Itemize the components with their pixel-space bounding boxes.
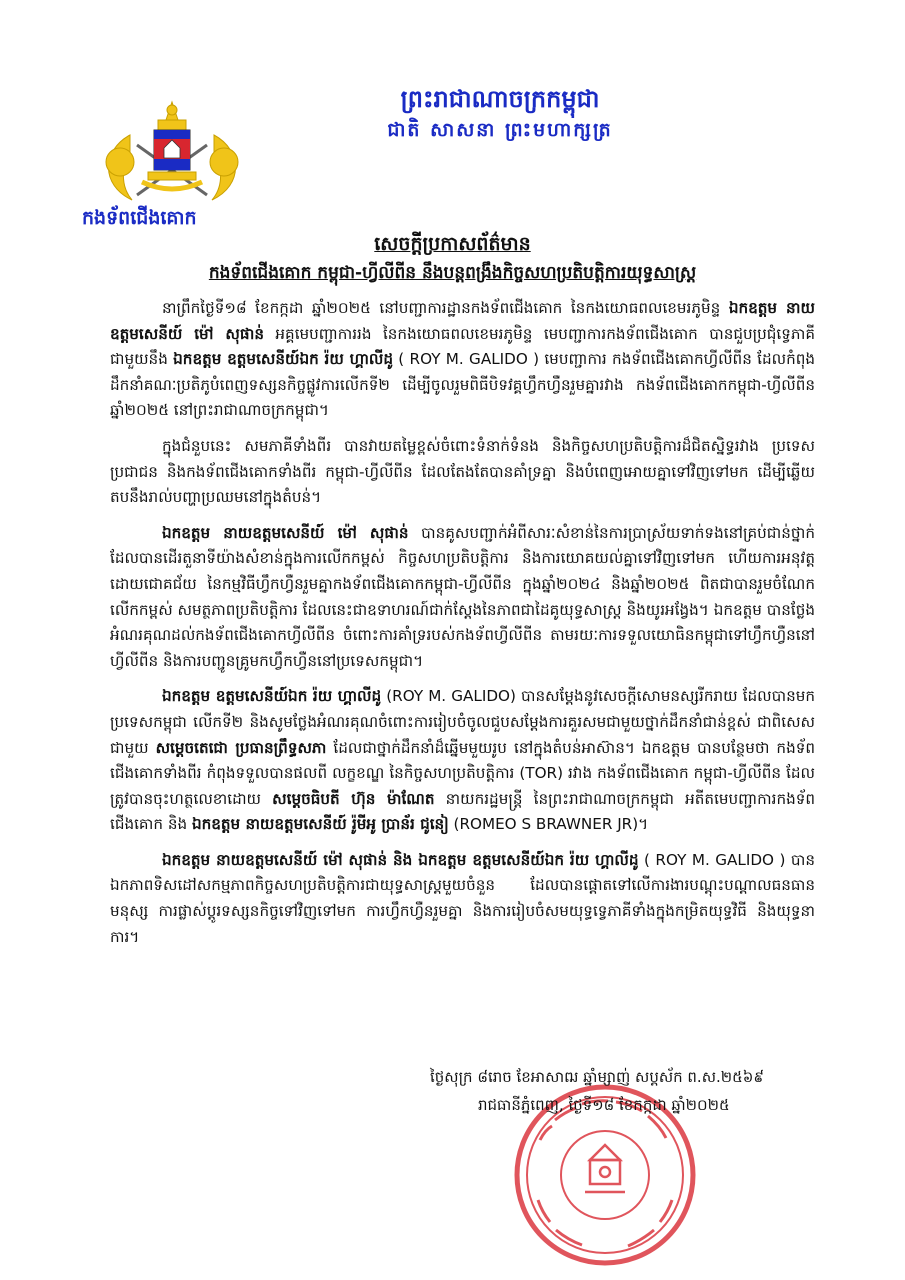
bold-name-text: សម្តេចតេជោ ប្រធានព្រឹទ្ធសភា: [155, 738, 327, 757]
army-emblem-logo: [92, 100, 252, 210]
paragraph-text: ( ROY M. GALIDO ) បានឯកភាពទិសដៅសកម្មភាពកិច្ចសហប្រតិបត្តិការជាយុទ្ធសាស្ត្រមួយចំនួន ដែលបានផ្តោតទៅលើការងារបណ្តុះបណ្តាលធនធានមនុស្ស ការផ្លាស់ប្តូរទស្សនកិច្ចទៅវិញទៅមក ការហ្វឹកហ្វឺនរួមគ្នា និងការរៀបចំសមយុទ្ធទ្វេភាគីទាំងក្នុងកម្រិតយុទ្ធវិធី និងយុទ្ធនាការ។: [110, 850, 815, 946]
body-paragraph: [110, 848, 815, 950]
bold-name-text: សម្តេចធិបតី ហ៊ុន ម៉ាណែត: [272, 789, 435, 808]
bold-name-text: ឯកឧត្តម ឧត្តមសេនីយ៍ឯក រ៉យ ហ្គាលីដូ: [173, 350, 393, 369]
paragraph-text: ដែលជាថ្នាក់ដឹកនាំដ៏ឆ្នើមមួយរូប នៅក្នុងតំបន់អាស៊ាន។ ឯកឧត្តម បានបន្ថែមថា កងទ័ពជើងគោកទាំងពីរ កំពុងទទួលបានផលពី លក្ខខណ្ឌ នៃកិច្ចសហប្រតិបត្តិការ (TOR) រវាង កងទ័ពជើងគោក កម្ពុជា-ហ្វីលីពីន ដែលត្រូវបានចុះហត្ថលេខាដោយ: [110, 738, 815, 808]
paragraph-text: (ROMEO S BRAWNER JR)។: [448, 815, 649, 834]
kingdom-heading: ព្រះរាជាណាចក្រកម្ពុជា: [400, 85, 600, 113]
location-solar-date: រាជធានីភ្នំពេញ, ថ្ងៃទី១៨ ខែកក្កដា ឆ្នាំ២០២៥: [478, 1096, 730, 1114]
bold-name-text: ឯកឧត្តម នាយឧត្តមសេនីយ៍ ម៉ៅ សុផាន់: [162, 523, 409, 542]
paragraph-text: បានគូសបញ្ជាក់អំពីសារៈសំខាន់នៃការប្រាស្រ័យទាក់ទងនៅគ្រប់ជាន់ថ្នាក់ ដែលបានដើរតួនាទីយ៉ាងសំខាន់ក្នុងការលើកកម្ពស់ កិច្ចសហប្រតិបត្តិការ និងការយោគយល់គ្នាទៅវិញទៅមក ហើយការអនុវត្តដោយជោគជ័យ នៃកម្មវិធីហ្វឹកហ្វឺនរួមគ្នាកងទ័ពជើងគោកកម្ពុជា-ហ្វីលីពីន ក្នុងឆ្នាំ២០២៤ និងឆ្នាំ២០២៥ ពិតជាបានរួមចំណែកលើកកម្ពស់ សមត្ថភាពប្រតិបត្តិការ ដែលនេះជាឧទាហរណ៍ជាក់ស្តែងនៃភាពជាដៃគូយុទ្ធសាស្ត្រ និងយូរអង្វែង។ ឯកឧត្តម បានថ្លែងអំណរគុណដល់កងទ័ពជើងគោកហ្វីលីពីន ចំពោះការគាំទ្ររបស់កងទ័ពហ្វីលីពីន តាមរយៈការទទួលយោធិនកម្ពុជាទៅហ្វឹកហ្វឺននៅហ្វីលីពីន និងការបញ្ជូនគ្រូមកហ្វឹកហ្វឺននៅប្រទេសកម្ពុជា។: [110, 523, 816, 670]
paragraph-text: នាយករដ្ឋមន្ត្រី នៃព្រះរាជាណាចក្រកម្ពុជា អតីតមេបញ្ជាការកងទ័ពជើងគោក និង: [110, 789, 816, 834]
bold-name-text: ឯកឧត្តម ឧត្តមសេនីយ៍ឯក រ៉យ ហ្គាលីដូ: [162, 687, 382, 706]
paragraph-text: អគ្គមេបញ្ជាការរង នៃកងយោធពលខេមរភូមិន្ទ មេបញ្ជាការកងទ័ពជើងគោក បានជួបប្រជុំទ្វេភាគីជាមួយនឹង: [110, 324, 815, 369]
lunar-date: ថ្ងៃសុក្រ ៨រោច ខែអាសាឍ ឆ្នាំម្សាញ់ សប្តស័ក ព.ស.២៥៦៩: [430, 1068, 764, 1086]
paragraph-text: (ROY M. GALIDO) បានសម្តែងនូវសេចក្តីសោមនស្សរីករាយ ដែលបានមកប្រទេសកម្ពុជា លើកទី២ និងសូមថ្លែងអំណរគុណចំពោះការរៀបចំចូលជួបសម្តែងការគួរសមជាមួយថ្នាក់ដឹកនាំជាន់ខ្ពស់ ជាពិសេស ជាមួយ: [110, 687, 815, 757]
bold-name-text: ឯកឧត្តម នាយឧត្តមសេនីយ៍ ម៉ៅ សុផាន់: [110, 299, 815, 343]
body-paragraph: [110, 434, 815, 511]
body-paragraph: [110, 296, 815, 424]
document-title: សេចក្តីប្រកាសព័ត៌មាន: [374, 233, 531, 255]
paragraph-text: ( ROY M. GALIDO ) មេបញ្ជាការ កងទ័ពជើងគោកហ្វីលីពីន ដែលកំពុងដឹកនាំគណៈប្រតិភូបំពេញទស្សនកិច្ចផ្លូវការលើកទី២ ដើម្បីចូលរួមពិធីបិទវគ្គហ្វឹកហ្វឺនរួមគ្នារវាង កងទ័ពជើងគោកកម្ពុជា-ហ្វីលីពីន ឆ្នាំ២០២៥ នៅព្រះរាជាណាចក្រកម្ពុជា។: [110, 350, 815, 420]
paragraph-text: ក្នុងជំនួបនេះ សមភាគីទាំងពីរ បានវាយតម្លៃខ្ពស់ចំពោះទំនាក់ទំនង និងកិច្ចសហប្រតិបត្តិការដ៏ជិតស្និទ្ធរវាង ប្រទេស ប្រជាជន និងកងទ័ពជើងគោកទាំងពីរ កម្ពុជា-ហ្វីលីពីន ដែលតែងតែបានគាំទ្រគ្នា និងបំពេញអោយគ្នាទៅវិញទៅមក ដើម្បីឆ្លើយតបនឹងរាល់បញ្ហាប្រឈមនៅក្នុងតំបន់។: [110, 436, 815, 507]
unit-name: កងទ័ពជើងគោក: [82, 207, 197, 229]
document-subtitle: កងទ័ពជើងគោក កម្ពុជា-ហ្វីលីពីន នឹងបន្តពង្រឹងកិច្ចសហប្រតិបត្តិការយុទ្ធសាស្ត្រ: [208, 263, 697, 283]
paragraph-text: នាព្រឹកថ្ងៃទី១៨ ខែកក្កដា ឆ្នាំ២០២៥ នៅបញ្ជាការដ្ឋានកងទ័ពជើងគោក នៃកងយោធពលខេមរភូមិន្ទ: [162, 299, 729, 317]
body-paragraph: [110, 684, 815, 838]
national-motto: ជាតិ សាសនា ព្រះមហាក្សត្រ: [387, 119, 613, 141]
press-release-body: [110, 296, 815, 960]
bold-name-text: ឯកឧត្តម នាយឧត្តមសេនីយ៍ រ៉ូមីអូ ប្រាន័រ ជូនៀ: [191, 815, 449, 834]
body-paragraph: [110, 521, 815, 675]
bold-name-text: ឯកឧត្តម នាយឧត្តមសេនីយ៍ ម៉ៅ សុផាន់ និង ឯកឧត្តម ឧត្តមសេនីយ៍ឯក រ៉យ ហ្គាលីដូ: [162, 850, 639, 869]
